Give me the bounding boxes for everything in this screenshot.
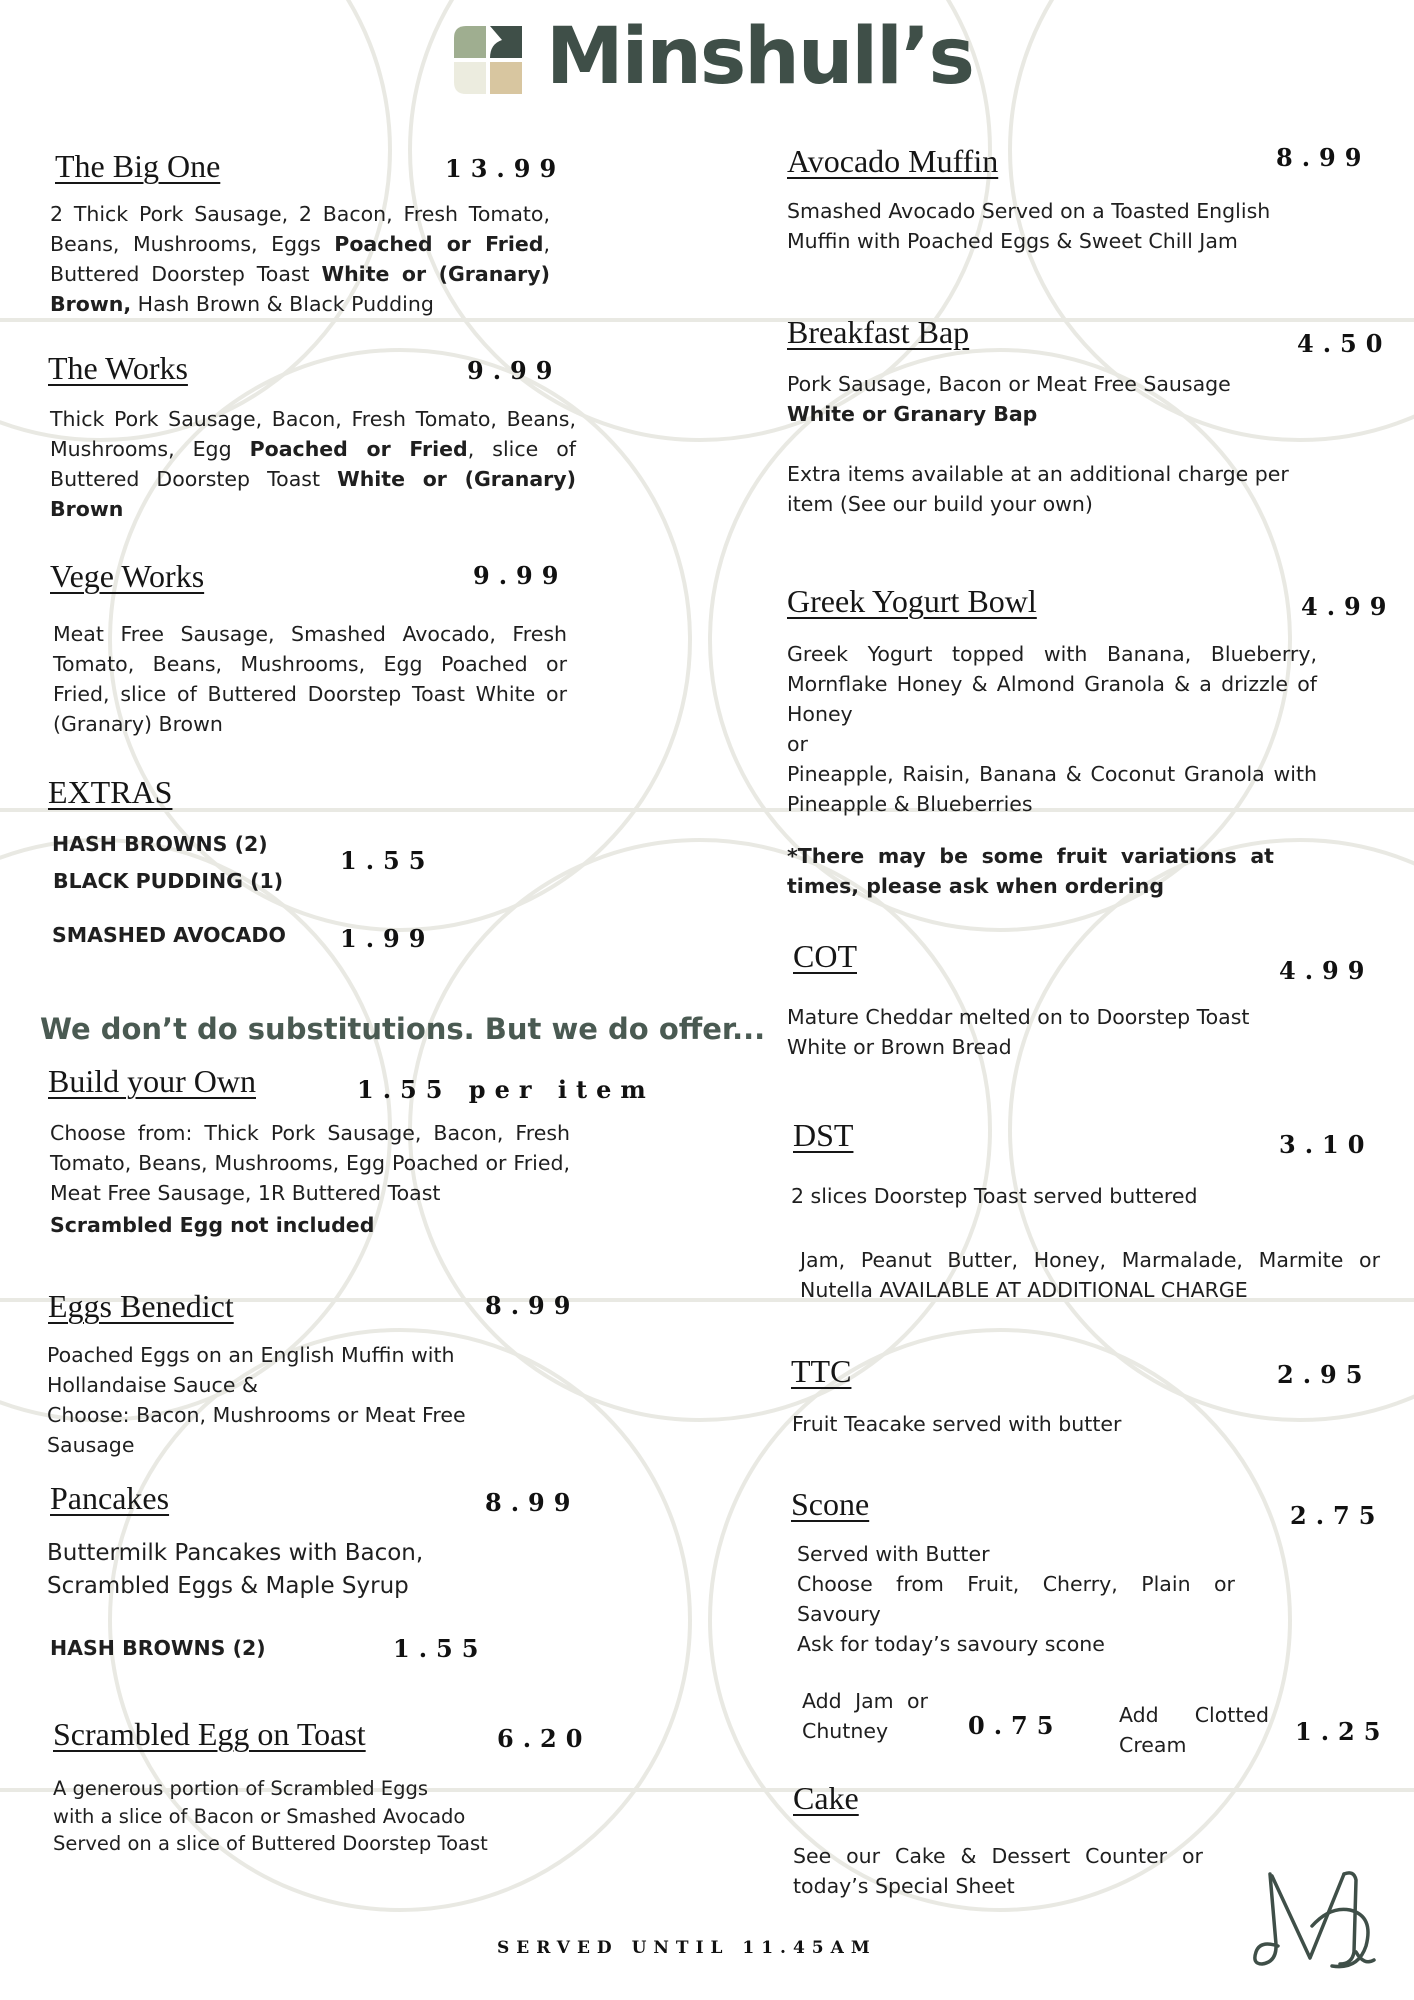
price-extras-2: 1.99 <box>340 924 435 953</box>
price-vege-works: 9.99 <box>473 561 568 590</box>
desc-eggs-benedict: Poached Eggs on an English Muffin with Hollandaise Sauce & Choose: Bacon, Mushrooms or Meat Free Sausage <box>47 1343 466 1457</box>
desc-scone-3: Ask for today’s savoury scone <box>797 1632 1105 1656</box>
item-title-yogurt: Greek Yogurt Bowl <box>787 583 1037 619</box>
brand-name: Minshull’s <box>546 12 973 102</box>
item-title-avocado-muffin: Avocado Muffin <box>787 143 999 179</box>
price-scrambled: 6.20 <box>497 1724 592 1753</box>
item-title-works: The Works <box>48 350 188 386</box>
item-title-ttc: TTC <box>791 1353 852 1389</box>
item-title-pancakes: Pancakes <box>50 1480 170 1516</box>
desc-pancakes: Buttermilk Pancakes with Bacon, Scrambled Eggs & Maple Syrup <box>47 1540 424 1599</box>
desc-scrambled: A generous portion of Scrambled Eggs with a slice of Bacon or Smashed Avocado Served on a slice of Buttered Doorstep Toast <box>53 1777 488 1855</box>
price-extras-1: 1.55 <box>340 846 435 875</box>
price-ttc: 2.95 <box>1277 1360 1372 1389</box>
price-add-cream: 1.25 <box>1295 1717 1390 1746</box>
desc-scone-2: Choose from Fruit, Cherry, Plain or Savoury <box>797 1572 1235 1626</box>
item-title-cot: COT <box>793 938 857 974</box>
desc-cot: Mature Cheddar melted on to Doorstep Toast White or Brown Bread <box>787 1005 1250 1059</box>
extra-smashed-avocado: SMASHED AVOCADO <box>52 923 286 947</box>
extra-black-pudding: BLACK PUDDING (1) <box>53 869 284 893</box>
desc-cake: See our Cake & Dessert Counter or today’s Special Sheet <box>793 1844 1203 1898</box>
desc-avocado-muffin: Smashed Avocado Served on a Toasted English Muffin with Poached Eggs & Sweet Chill Jam <box>787 199 1271 253</box>
desc-bap-1: Pork Sausage, Bacon or Meat Free Sausage <box>787 372 1231 396</box>
brand-logo <box>452 12 973 108</box>
item-title-bap: Breakfast Bap <box>787 314 970 350</box>
price-pancakes: 8.99 <box>485 1488 580 1517</box>
item-title-dst: DST <box>793 1117 854 1153</box>
price-cot: 4.99 <box>1279 956 1374 985</box>
footer-served-until: SERVED UNTIL 11.45AM <box>497 1938 877 1958</box>
note-yogurt: *There may be some fruit variations at times, please ask when ordering <box>787 844 1274 898</box>
desc-build-own: Choose from: Thick Pork Sausage, Bacon, Fresh Tomato, Beans, Mushrooms, Egg Poached or Fried, Meat Free Sausage, 1R Buttered Toast <box>50 1121 570 1205</box>
item-title-build-own: Build your Own <box>48 1063 256 1099</box>
price-eggs-benedict: 8.99 <box>485 1291 580 1320</box>
price-scone: 2.75 <box>1290 1501 1385 1530</box>
price-bap: 4.50 <box>1297 329 1392 358</box>
scone-add-jam: Add Jam or Chutney <box>802 1689 928 1743</box>
extra-hash-browns: HASH BROWNS (2) <box>52 832 268 856</box>
price-yogurt: 4.99 <box>1301 592 1396 621</box>
substitutions-tagline: We don’t do substitutions. But we do offer... <box>40 1012 766 1046</box>
item-title-vege-works: Vege Works <box>50 558 205 594</box>
note-build-own: Scrambled Egg not included <box>50 1213 375 1237</box>
desc-dst-1: 2 slices Doorstep Toast served buttered <box>791 1184 1198 1208</box>
extra-pancake-hash-browns: HASH BROWNS (2) <box>50 1636 266 1660</box>
price-build-own: 1.55 per item <box>357 1075 655 1104</box>
desc-vege-works: Meat Free Sausage, Smashed Avocado, Fresh Tomato, Beans, Mushrooms, Egg Poached or Fried, slice of Buttered Doorstep Toast White or (Granary) Brown <box>53 622 567 736</box>
item-title-scrambled: Scrambled Egg on Toast <box>53 1716 366 1752</box>
price-avocado-muffin: 8.99 <box>1276 143 1371 172</box>
logo-mark-icon <box>452 24 524 96</box>
scone-add-cream: Add Clotted Cream <box>1119 1703 1269 1757</box>
item-title-eggs-benedict: Eggs Benedict <box>48 1288 234 1324</box>
item-title-scone: Scone <box>791 1486 870 1522</box>
desc-yogurt-1: Greek Yogurt topped with Banana, Blueberry, Mornflake Honey & Almond Granola & a drizzle of Honey <box>787 642 1317 726</box>
desc-dst-2: Jam, Peanut Butter, Honey, Marmalade, Marmite or Nutella AVAILABLE AT ADDITIONAL CHARGE <box>800 1248 1380 1302</box>
price-dst: 3.10 <box>1279 1130 1374 1159</box>
desc-works: Thick Pork Sausage, Bacon, Fresh Tomato, Beans, Mushrooms, Egg Poached or Fried, slice of Buttered Doorstep Toast White or (Granary) Brown <box>50 407 577 521</box>
desc-yogurt-or: or <box>787 732 808 756</box>
desc-yogurt-2: Pineapple, Raisin, Banana & Coconut Granola with Pineapple & Blueberries <box>787 762 1317 816</box>
monogram-logo-icon <box>1250 1866 1380 1976</box>
price-add-jam: 0.75 <box>968 1711 1063 1740</box>
item-title-cake: Cake <box>793 1780 859 1816</box>
desc-scone-1: Served with Butter <box>797 1542 990 1566</box>
price-works: 9.99 <box>467 356 562 385</box>
desc-ttc: Fruit Teacake served with butter <box>792 1412 1122 1436</box>
price-big-one: 13.99 <box>445 154 566 183</box>
desc-bap-2: White or Granary Bap <box>787 402 1038 426</box>
extras-title: EXTRAS <box>48 774 173 810</box>
desc-big-one: 2 Thick Pork Sausage, 2 Bacon, Fresh Tomato, Beans, Mushrooms, Eggs Poached or Fried, Buttered Doorstep Toast White or (Granary) Brown, Hash Brown & Black Pudding <box>50 202 551 316</box>
price-pancake-hash-browns: 1.55 <box>393 1634 488 1663</box>
item-title-big-one: The Big One <box>55 148 221 184</box>
desc-bap-extra: Extra items available at an additional charge per item (See our build your own) <box>787 462 1289 516</box>
